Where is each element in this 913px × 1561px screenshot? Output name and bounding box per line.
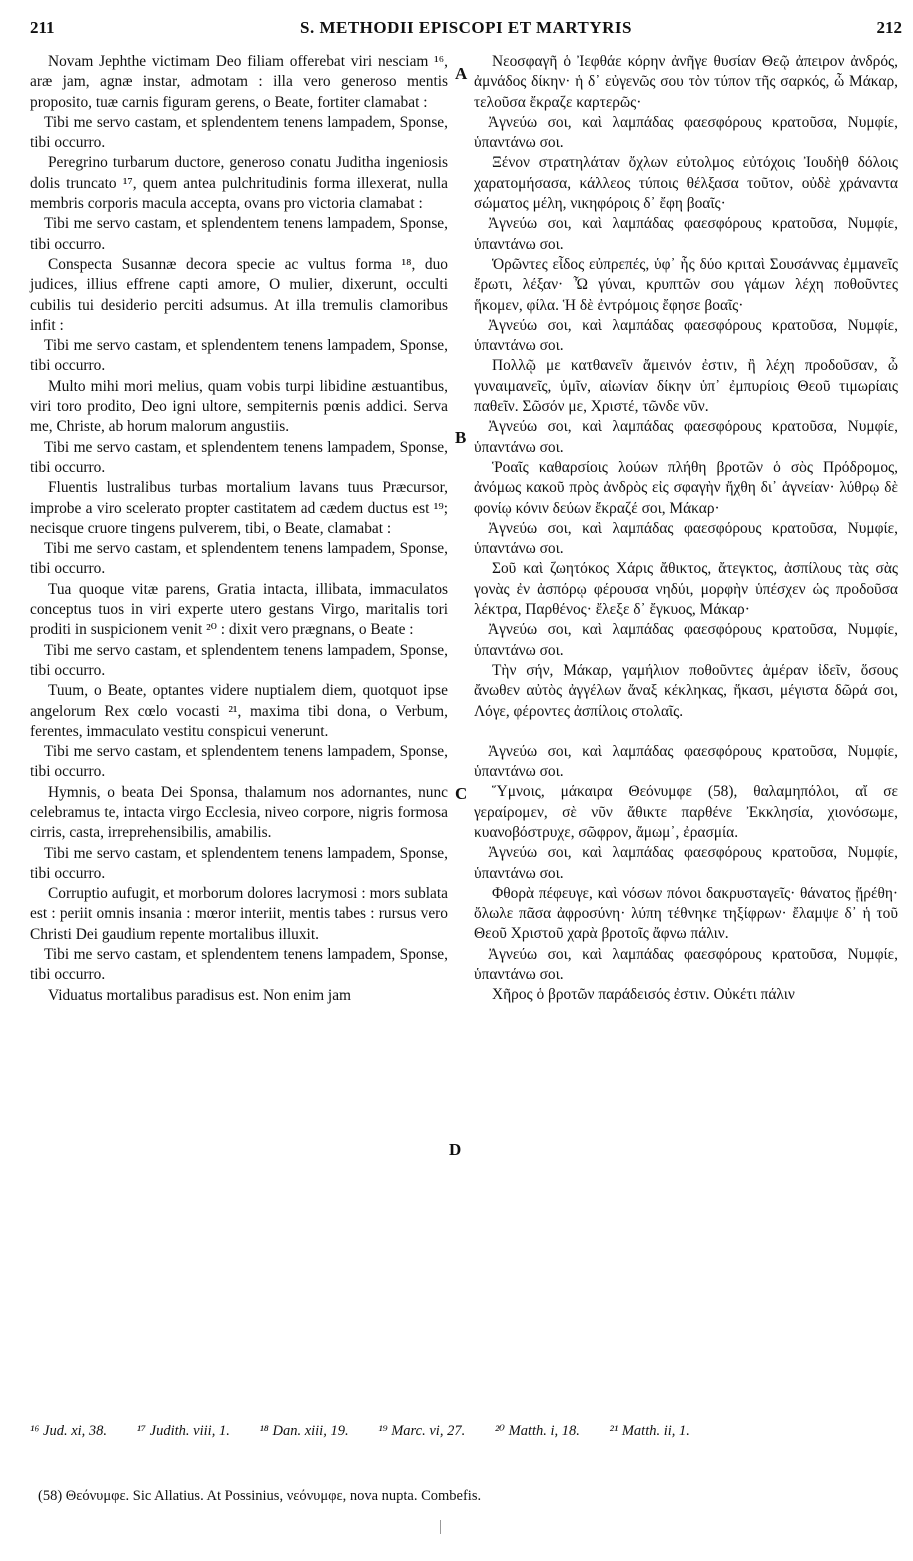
latin-stanza: Corruptio aufugit, et morborum dolores lacrymosi : mors sublata est : periit omnis insania : mœror interiit, mentis tabes : rursus vero Christi Dei gaudium repente mortalibus illuxit. xyxy=(30,885,448,943)
greek-stanza: Ὁρῶντες εἶδος εὐπρεπές, ὑφ᾽ ἧς δύο κριταὶ Σουσάννας ἐμμανεῖς ἔρωτι, λέξαν· Ὦ γύναι, κρυπτῶν σου γάμων λέχη ποθοῦντες ἥκομεν, φίλα. Ἡ δὲ ἐντρόμοις ἔφησε βοαῖς· xyxy=(474,255,898,314)
latin-refrain: Tibi me servo castam, et splendentem tenens lampadem, Sponse, tibi occurro. xyxy=(30,844,448,882)
latin-stanza: Viduatus mortalibus paradisus est. Non enim jam xyxy=(48,986,351,1004)
footnote-21: ²¹ Matth. ii, 1. xyxy=(609,1423,690,1439)
greek-refrain: Ἀγνεύω σοι, καὶ λαμπάδας φαεσφόρους κρατοῦσα, Νυμφίε, ὑπαντάνω σοι. xyxy=(474,113,898,152)
latin-stanza: Fluentis lustralibus turbas mortalium lavans tuus Præcursor, improbe a viro scelerato propter castitatem ad cædem ductus est ¹⁹; necisque cruore tingens pulverem, tibi, o Beate, clamabat : xyxy=(30,479,448,537)
greek-stanza: Ὕμνοις, μάκαιρα Θεόνυμφε (58), θαλαμηπόλοι, αἴ σε γεραίρομεν, σὲ νῦν ἄθικτε παρθένε Ἐκκλησία, χιονόσωμε, κυανοβόστρυχε, σῶφρον, ἄμωμ᾽, ἐρασμία. xyxy=(474,783,898,841)
latin-refrain: Tibi me servo castam, et splendentem tenens lampadem, Sponse, tibi occurro. xyxy=(30,946,448,984)
page-header xyxy=(30,18,902,48)
latin-refrain: Tibi me servo castam, et splendentem tenens lampadem, Sponse, tibi occurro. xyxy=(30,113,448,152)
greek-refrain: Ἀγνεύω σοι, καὶ λαμπάδας φαεσφόρους κρατοῦσα, Νυμφίε, ὑπαντάνω σοι. xyxy=(474,945,898,984)
latin-stanza: Novam Jephthe victimam Deo filiam offerebat viri nesciam ¹⁶, aræ jam, agnæ instar, admotam : illa vero generoso mentis proposito, tuæ carnis figuram gerens, o Beate, fortiter clamabat : xyxy=(30,53,448,111)
margin-letter-d: D xyxy=(449,1140,462,1159)
footnote-18: ¹⁸ Dan. xiii, 19. xyxy=(259,1423,349,1439)
greek-column xyxy=(474,52,898,1006)
greek-stanza: Νεοσφαγῆ ὁ Ἰεφθάε κόρην ἀνῆγε θυσίαν Θεῷ ἀπειρον ἀνδρός, ἀμνάδος δίκην· ἡ δ᾽ εὐγενῶς σου τὸν τύπον τῆς σαρκός, ὦ Μάκαρ, τελοῦσα ἔκραζε καρτερῶς· xyxy=(474,53,898,111)
greek-gap xyxy=(474,722,898,742)
latin-stanza: Tuum, o Beate, optantes videre nuptialem diem, quotquot ipse angelorum Rex cœlo vocasti ²¹, maxima tibi dona, o Verbum, ferentes, immaculato vestitu conspicui venerunt. xyxy=(30,682,448,740)
page-number-left: 211 xyxy=(30,18,55,37)
footnote-17: ¹⁷ Judith. viii, 1. xyxy=(136,1423,230,1439)
footnote-19: ¹⁹ Marc. vi, 27. xyxy=(378,1423,466,1439)
footnote-20: ²⁰ Matth. i, 18. xyxy=(494,1423,580,1439)
editorial-note: (58) Θεόνυμφε. Sic Allatius. At Possinius, νεόνυμφε, nova nupta. Combefis. xyxy=(38,1488,482,1504)
margin-letter-b: B xyxy=(455,428,467,447)
greek-stanza: Ξένον στρατηλάταν ὄχλων εὐτολμος εὐτόχοις Ἰουδὴθ δόλοις χαρατομήσασα, κάλλεος τύποις θέλξασα τοῦτον, οὐδὲ χράναντα σώματος μέλη, νικηφόροις δ᾽ ἔφη βοαῖς· xyxy=(474,154,898,213)
latin-stanza: Conspecta Susannæ decora specie ac vultus forma ¹⁸, duo judices, illius effrene capti amore, O mulier, dixerunt, occulti cubilis tui desiderio perciti adsumus. At illa tremulis clamoribus infit : xyxy=(30,255,448,334)
greek-stanza: Σοῦ καὶ ζωητόκος Χάρις ἄθικτος, ἄτεγκτος, ἀσπίλους τὰς σὰς γονὰς ἐν ἀσπόρῳ φέρουσα νηδύι, μορφὴν ὑπέσχεν ὡς προδοῦσα λέκτρα, Παρθένος· ἔλεξε δ᾽ ἔγκυος, Μάκαρ· xyxy=(474,560,898,619)
greek-stanza: Ῥοαῖς καθαρσίοις λούων πλήθη βροτῶν ὁ σὸς Πρόδρομος, ἀνόμως κακοῦ πρὸς ἀνδρὸς εἰς σφαγὴν ἤχθη δι᾽ ἁγνείαν· λύθρῳ δὲ φονίῳ κόνιν δεύων ἔκραζέ σοι, Μάκαρ· xyxy=(474,458,898,517)
latin-refrain: Tibi me servo castam, et splendentem tenens lampadem, Sponse, tibi occurro. xyxy=(30,641,448,679)
scan-mark xyxy=(440,1520,441,1534)
latin-refrain: Tibi me servo castam, et splendentem tenens lampadem, Sponse, tibi occurro. xyxy=(30,743,448,781)
greek-stanza: Τὴν σήν, Μάκαρ, γαμήλιον ποθοῦντες ἁμέραν ἰδεῖν, ὅσους ἄνωθεν αὐτὸς ἀγγέλων ἄναξ κέκληκας, ἥκασι, μέγιστα δῶρά σοι, Λόγε, φέροντες ἀσπίλοις στολαῖς. xyxy=(474,661,898,720)
latin-stanza: Multo mihi mori melius, quam vobis turpi libidine æstuantibus, viri toro prodito, Deo igni ultore, sempiternis pœnis addici. Serva me, Christe, ab horum malorum angustiis. xyxy=(30,377,448,436)
greek-stanza: Φθορὰ πέφευγε, καὶ νόσων πόνοι δακρυσταγεῖς· θάνατος ᾔρέθη· ὄλωλε πᾶσα ἀφροσύνη· λύπη τέθνηκε τηξίφρων· ἔλαμψε δ᾽ ἡ τοῦ Θεοῦ Χριστοῦ χαρὰ βροτοῖς ἄφνω πάλιν. xyxy=(474,884,898,943)
greek-refrain: Ἀγνεύω σοι, καὶ λαμπάδας φαεσφόρους κρατοῦσα, Νυμφίε, ὑπαντάνω σοι. xyxy=(474,519,898,558)
latin-stanza: Peregrino turbarum ductore, generoso conatu Juditha ingeniosis dolis truncato ¹⁷, quem antea pulchritudinis forma illexerat, nulla membris corporis macula accepta, ovans pro victoria clamabat : xyxy=(30,154,448,213)
greek-refrain: Ἀγνεύω σοι, καὶ λαμπάδας φαεσφόρους κρατοῦσα, Νυμφίε, ὑπαντάνω σοι. xyxy=(474,215,898,253)
scripture-footnotes xyxy=(30,1422,902,1440)
greek-refrain: Ἀγνεύω σοι, καὶ λαμπάδας φαεσφόρους κρατοῦσα, Νυμφίε, ὑπαντάνω σοι. xyxy=(474,418,898,456)
margin-letter-c: C xyxy=(455,784,468,803)
running-title: S. METHODII EPISCOPI ET MARTYRIS xyxy=(299,18,632,37)
latin-stanza: Hymnis, o beata Dei Sponsa, thalamum nos adornantes, nunc celebramus te, intacta virgo Ecclesia, niveo corpore, nigris formosa cirris, casta, irreprehensibilis, amabilis. xyxy=(30,783,448,842)
latin-column xyxy=(30,52,448,1006)
page-number-right: 212 xyxy=(876,18,902,37)
greek-refrain: Ἀγνεύω σοι, καὶ λαμπάδας φαεσφόρους κρατοῦσα, Νυμφίε, ὑπαντάνω σοι. xyxy=(474,316,898,355)
latin-refrain: Tibi me servo castam, et splendentem tenens lampadem, Sponse, tibi occurro. xyxy=(30,438,448,476)
greek-refrain: Ἀγνεύω σοι, καὶ λαμπάδας φαεσφόρους κρατοῦσα, Νυμφίε, ὑπαντάνω σοι. xyxy=(474,844,898,882)
greek-refrain: Ἀγνεύω σοι, καὶ λαμπάδας φαεσφόρους κρατοῦσα, Νυμφίε, ὑπαντάνω σοι. xyxy=(474,742,898,781)
latin-refrain: Tibi me servo castam, et splendentem tenens lampadem, Sponse, tibi occurro. xyxy=(30,337,448,375)
latin-refrain: Tibi me servo castam, et splendentem tenens lampadem, Sponse, tibi occurro. xyxy=(30,215,448,253)
greek-refrain: Ἀγνεύω σοι, καὶ λαμπάδας φαεσφόρους κρατοῦσα, Νυμφίε, ὑπαντάνω σοι. xyxy=(474,621,898,659)
margin-letter-a: A xyxy=(455,64,468,83)
greek-stanza: Χῆρος ὁ βροτῶν παράδεισός ἐστιν. Οὐκέτι πάλιν xyxy=(492,986,795,1004)
latin-refrain: Tibi me servo castam, et splendentem tenens lampadem, Sponse, tibi occurro. xyxy=(30,540,448,578)
greek-stanza: Πολλῷ με κατθανεῖν ἄμεινόν ἐστιν, ἢ λέχη προδοῦσαν, ὦ γυναιμανεῖς, ὑμῖν, αἰωνίαν δίκην ὑπ᾽ ἐμπυρίοις Θεοῦ τιμωρίαις παθεῖν. Σῶσόν με, Χριστέ, τῶνδε νῦν. xyxy=(474,357,898,416)
latin-stanza: Tua quoque vitæ parens, Gratia intacta, illibata, immaculatos conceptus tuos in viri experte utero gestans Virgo, maritalis tori proditi in suspicionem venit ²⁰ : dixit vero prægnans, o Beate : xyxy=(30,580,448,639)
footnote-16: ¹⁶ Jud. xi, 38. xyxy=(30,1423,108,1439)
